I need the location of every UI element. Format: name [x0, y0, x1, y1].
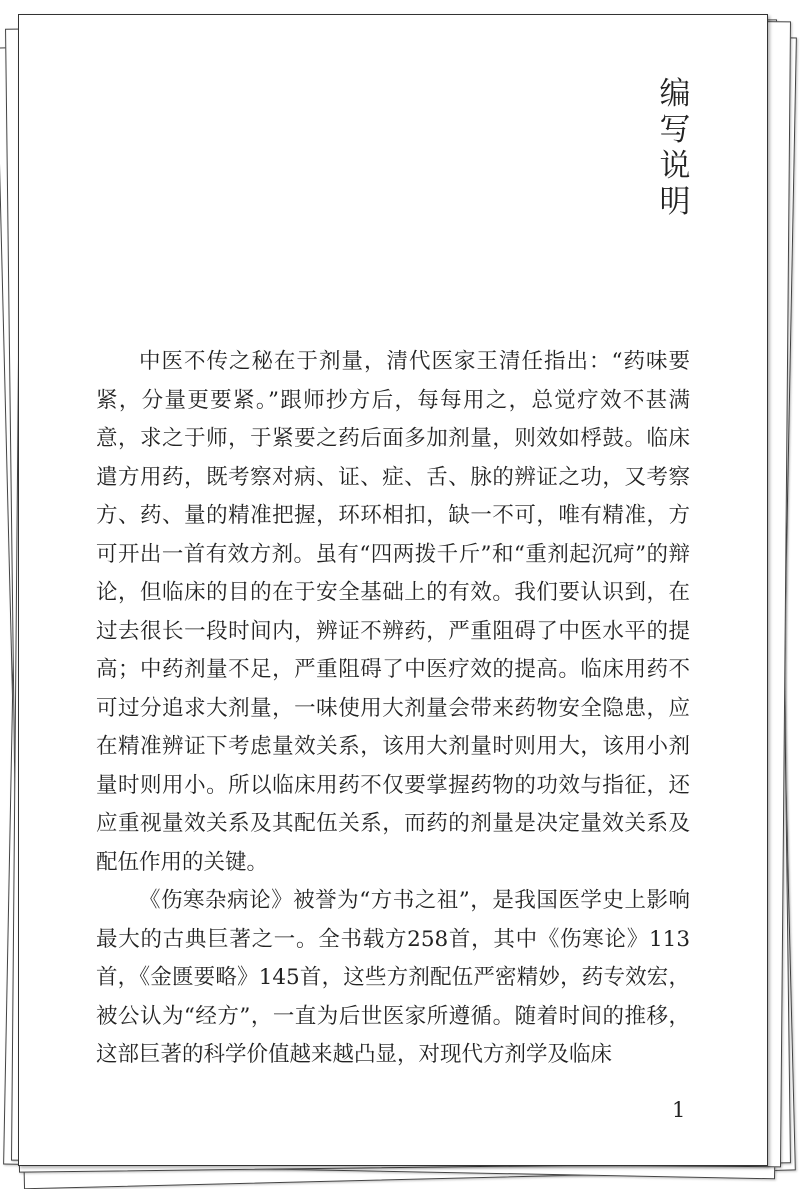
section-title: [655, 76, 695, 220]
section-title-char: 明: [659, 184, 691, 220]
section-title-char: 说: [659, 148, 691, 184]
section-title-char: 写: [659, 112, 691, 148]
paragraph: 《伤寒杂病论》被誉为“方书之祖”，是我国医学史上影响最大的古典巨著之一。全书载方258首，其中《伤寒论》113首，《金匮要略》145首，这些方剂配伍严密精妙，药专效宏，被公认为“经方”，一直为后世医家所遵循。随着时间的推移，这部巨著的科学价值越来越凸显，对现代方剂学及临床: [96, 888, 690, 1067]
paragraph: 中医不传之秘在于剂量，清代医家王清任指出：“药味要紧，分量更要紧。”跟师抄方后，每每用之，总觉疗效不甚满意，求之于师，于紧要之药后面多加剂量，则效如桴鼓。临床遣方用药，既考察对病、证、症、舌、脉的辨证之功，又考察方、药、量的精准把握，环环相扣，缺一不可，唯有精准，方可开出一首有效方剂。虽有“四两拨千斤”和“重剂起沉疴”的辩论，但临床的目的在于安全基础上的有效。我们要认识到，在过去很长一段时间内，辨证不辨药，严重阻碍了中医水平的提高；中药剂量不足，严重阻碍了中医疗效的提高。临床用药不可过分追求大剂量，一味使用大剂量会带来药物安全隐患，应在精准辨证下考虑量效关系，该用大剂量时则用大，该用小剂量时则用小。所以临床用药不仅要掌握药物的功效与指征，还应重视量效关系及其配伍关系，而药的剂量是决定量效关系及配伍作用的关键。: [96, 349, 690, 875]
section-title-char: 编: [659, 76, 691, 112]
body-text: [96, 343, 690, 1075]
page-number: 1: [672, 1098, 686, 1122]
